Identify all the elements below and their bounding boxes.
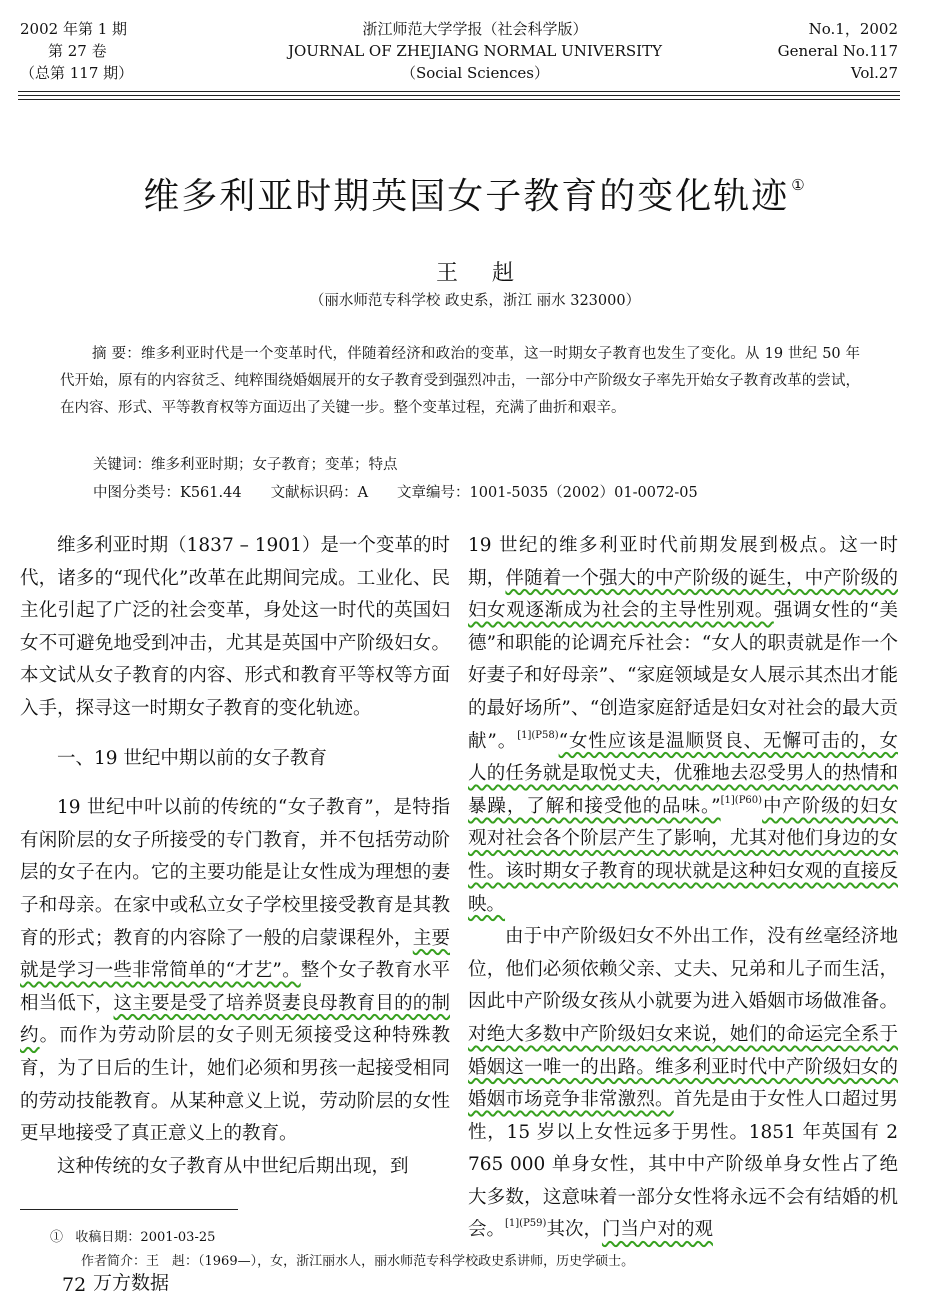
article-author: 王赳 <box>435 261 548 286</box>
page-number: 72 <box>62 1274 87 1296</box>
header-no: No.1，2002 <box>808 20 898 38</box>
body-paragraph <box>468 530 898 921</box>
paragraph-text: 其次， <box>546 1219 602 1241</box>
body-paragraph <box>20 792 450 1151</box>
header-issue-info-en <box>778 18 898 84</box>
footnote-author-bio: 作者简介：王 赳：（1969—），女，浙江丽水人，丽水师范专科学校政史系讲师，历史学硕士。 <box>81 1254 635 1269</box>
keywords: 关键词：维多利亚时期；女子教育；变革；特点 <box>93 457 398 473</box>
highlighted-text: 主要就是学习一些非常简单的“才艺”。 <box>20 927 450 982</box>
journal-name-en: JOURNAL OF ZHEJIANG NORMAL UNIVERSITY <box>287 42 663 60</box>
citation-ref: [1](P59) <box>505 1218 547 1230</box>
highlighted-text: 伴随着一个强大的中产阶级的诞生，中产阶级的妇女观逐渐成为社会的主导性别观。 <box>468 567 898 622</box>
intro-paragraph: 维多利亚时期（1837 – 1901）是一个变革的时代，诸多的“现代化”改革在此期间完成。工业化、民主化引起了广泛的社会变革，身处这一时代的英国妇女不可避免地受到冲击，尤其是英国中产阶级妇女。本文试从女子教育的内容、形式和教育平等权等方面入手，探寻这一时期女子教育的变化轨迹。 <box>20 535 450 719</box>
header-issue: 2002 年第 1 期 <box>20 20 128 38</box>
section-heading: 一、19 世纪中期以前的女子教育 <box>57 747 327 769</box>
header-general-no: General No.117 <box>777 42 898 60</box>
header-volume: 第 27 卷 <box>48 42 107 60</box>
journal-series: （Social Sciences） <box>400 64 549 82</box>
highlighted-text: 维多利亚时代中产阶级妇女的婚姻市场竞争非常激烈。 <box>468 1056 898 1111</box>
header-divider-top <box>18 91 900 92</box>
highlighted-text: 对绝大多数中产阶级妇女来说，她们的命运完全系于婚姻这一唯一的出路。 <box>468 1023 898 1078</box>
header-vol: Vol.27 <box>850 64 898 82</box>
header-divider-middle <box>18 95 900 96</box>
citation-ref: [1](P60) <box>720 794 763 806</box>
paragraph-text: 强调女性的“美德”和职能的论调充斥社会：“女人的职责就是作一个好妻子和好母亲”、“家庭领域是女人展示其杰出才能的最好场所”、“创造家庭舒适是妇女对社会的最大贡献”。 <box>468 600 898 752</box>
footnote-mark: ① <box>50 1230 64 1245</box>
footnote-received <box>50 1226 215 1245</box>
body-right-column <box>468 530 898 1247</box>
footnote-divider <box>20 1209 238 1210</box>
article-title-text: 维多利亚时期英国女子教育的变化轨迹 <box>143 176 790 217</box>
paragraph-text: 首先是由于女性人口超过男性，15 岁以上女性远多于男性。1851 年英国有 2 765 000 单身女性，其中中产阶级单身女性占了绝大多数，这意味着一部分女性将永远不会有结婚的机会。 <box>468 1089 898 1241</box>
article-title <box>0 168 950 219</box>
paragraph-text: 由于中产阶级妇女不外出工作，没有丝毫经济地位，他们必须依赖父亲、丈夫、兄弟和儿子而生活，因此中产阶级女孩从小就要为进入婚姻市场做准备。 <box>468 926 898 1013</box>
highlighted-text: 这主要是受了培养贤妻良母教育目的的制约 <box>20 992 450 1047</box>
header-divider-bottom <box>18 99 900 100</box>
abstract: 摘 要：维多利亚时代是一个变革时代，伴随着经济和政治的变革，这一时期女子教育也发生了变化。从 19 世纪 50 年代开始，原有的内容贫乏、纯粹围绕婚姻展开的女子教育受到强烈冲击，一部分中产阶级女子率先开始女子教育改革的尝试，在内容、形式、平等教育权等方面迈出了关键一步。整个变革过程，充满了曲折和艰辛。 <box>60 346 860 416</box>
body-paragraph <box>468 921 898 1247</box>
watermark: 万方数据 <box>93 1272 170 1294</box>
header-total-issue: （总第 117 期） <box>20 64 134 82</box>
paragraph-text: 19 世纪的维多利亚时代前期发展到极点。这一时期， <box>468 535 898 589</box>
classification-info: 中图分类号：K561.44 文献标识码：A 文章编号：1001-5035（2002）01-0072-05 <box>93 485 698 501</box>
citation-ref: [1](P58) <box>517 729 559 741</box>
journal-name-cn: 浙江师范大学学报（社会科学版） <box>362 20 588 38</box>
paragraph-text: 19 世纪中叶以前的传统的“女子教育”，是特指有闲阶层的女子所接受的专门教育，并不包括劳动阶层的女子在内。它的主要功能是让女性成为理想的妻子和母亲。在家中或私立女子学校里接受教育是其教育的形式；教育的内容除了一般的启蒙课程外， <box>20 797 450 949</box>
received-date: 收稿日期：2001-03-25 <box>75 1230 216 1245</box>
paragraph-text: 整个女子教育水平相当低下， <box>20 960 450 1014</box>
author-affiliation: （丽水师范专科学校 政史系，浙江 丽水 323000） <box>309 293 641 309</box>
highlighted-text: 门当户对的观 <box>601 1219 713 1241</box>
highlighted-text: 中产阶级的妇女观对社会各个阶层产生了影响，尤其对他们身边的女性。该时期女子教育的现状就是这种妇女观的直接反映。 <box>468 795 898 915</box>
body-left-column <box>20 530 450 1183</box>
body-paragraph: 这种传统的女子教育从中世纪后期出现，到 <box>57 1155 409 1177</box>
paragraph-text: 。而作为劳动阶层的女子则无须接受这种特殊教育，为了日后的生计，她们必须和男孩一起接受相同的劳动技能教育。从某种意义上说，劳动阶层的女性更早地接受了真正意义上的教育。 <box>20 1025 450 1145</box>
title-footnote-mark: ① <box>791 176 807 194</box>
highlighted-text: “女性应该是温顺贤良、无懈可击的，女人的任务就是取悦丈夫，优雅地去忍受男人的热情和暴躁，了解和接受他的品味。” <box>468 730 898 817</box>
